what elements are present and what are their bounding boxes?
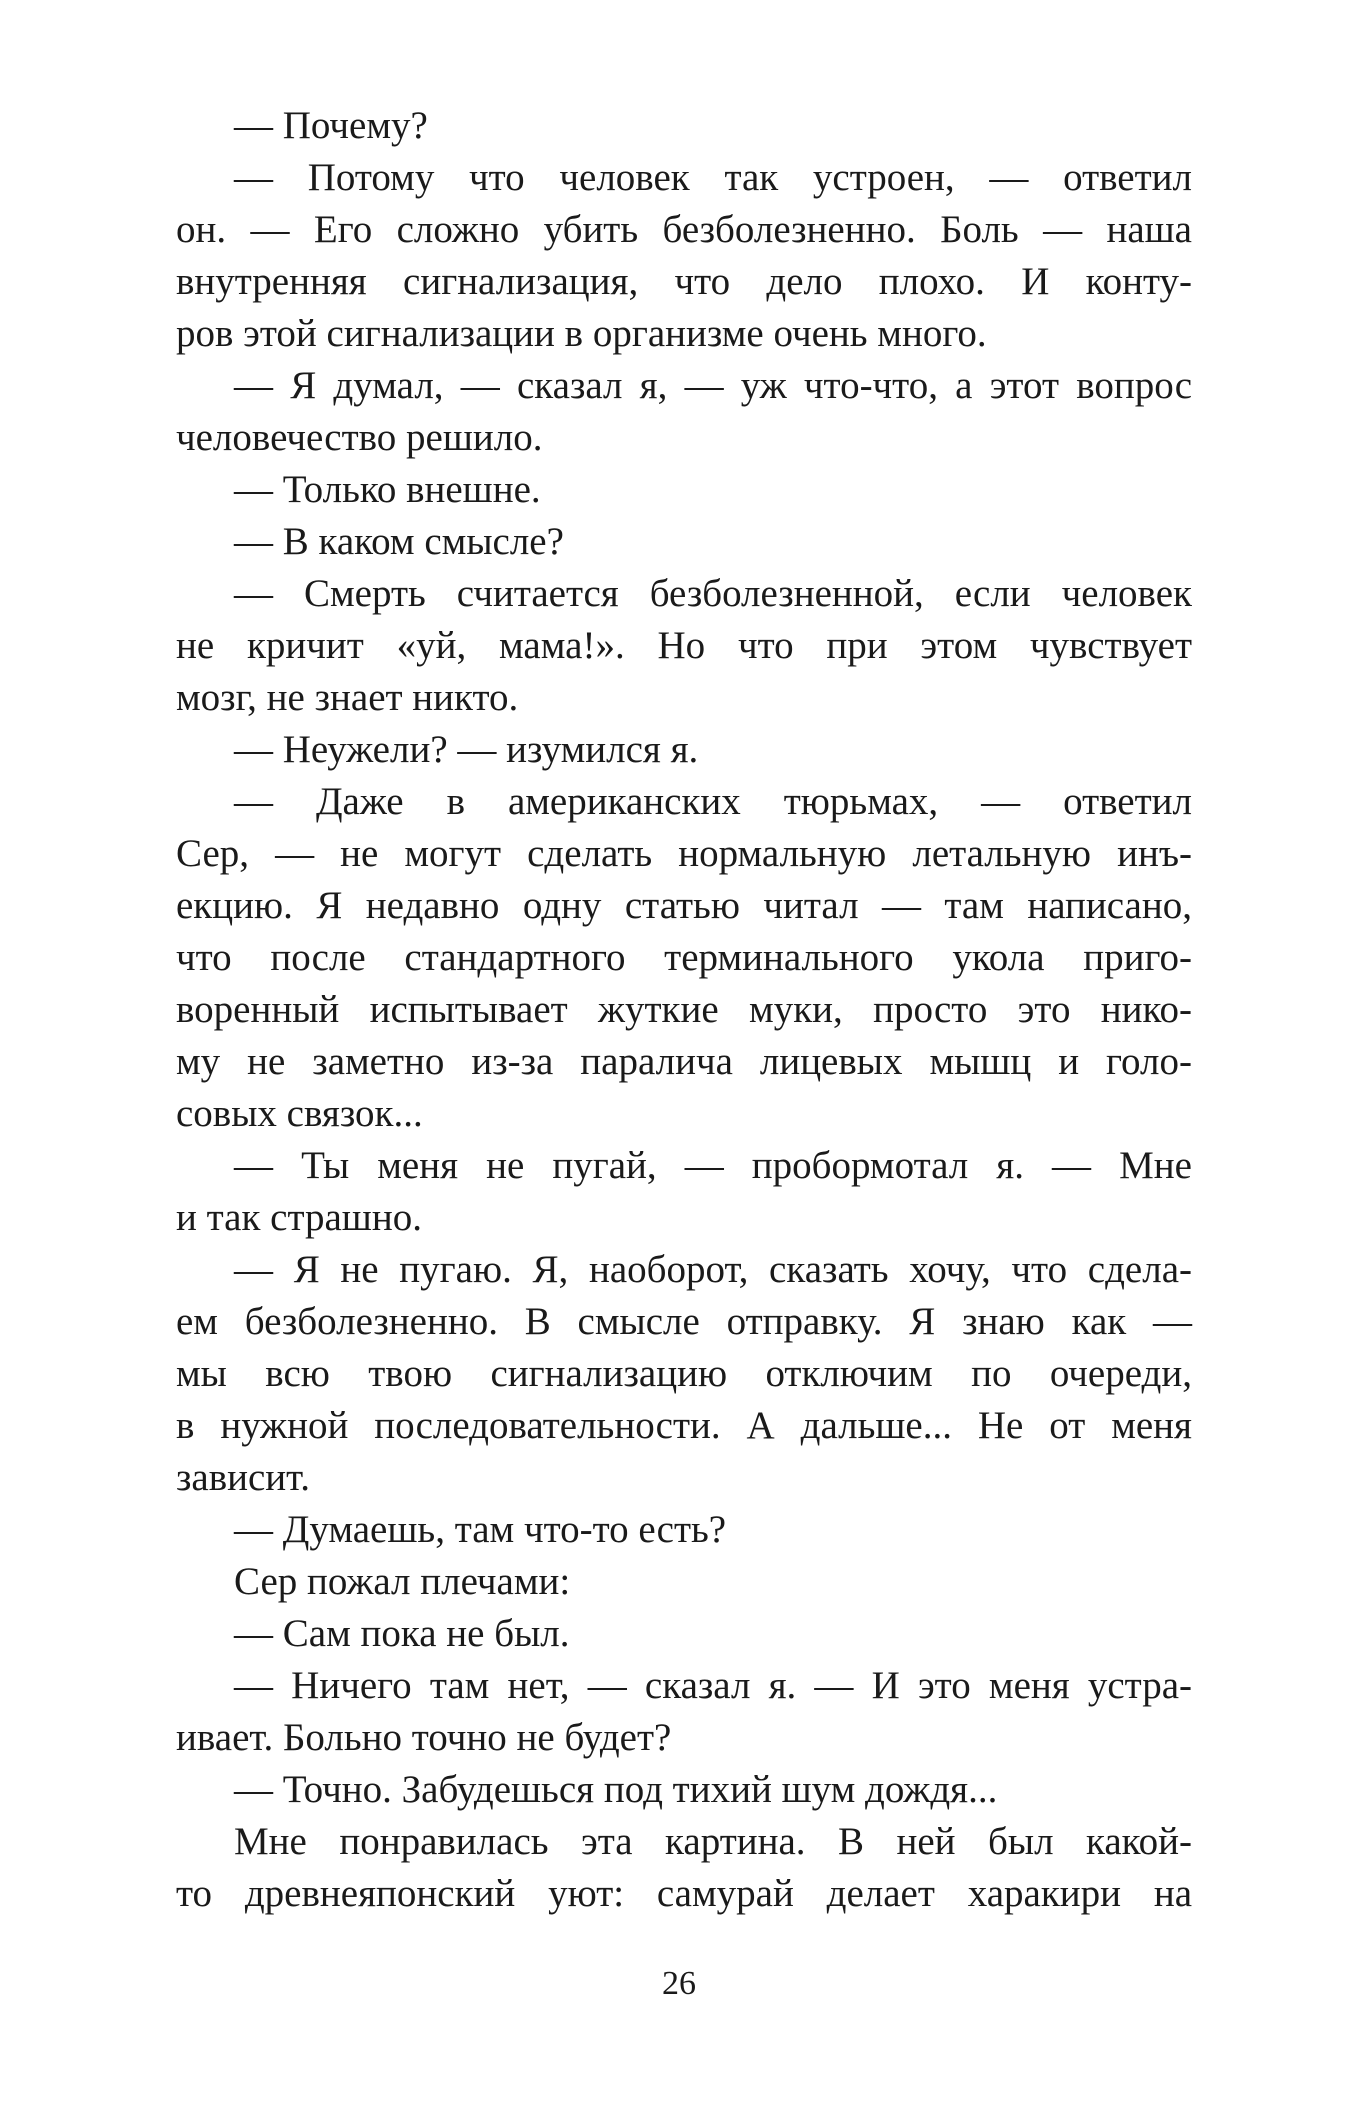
- page-number: 26: [662, 1965, 696, 2002]
- text-line: мозг, не знает никто.: [176, 676, 519, 719]
- text-line: ивает. Больно точно не будет?: [176, 1716, 672, 1759]
- text-line: — Смерть считается безболезненной, если человек: [234, 572, 1192, 615]
- text-line: — Я думал, — сказал я, — уж что-что, а этот вопрос: [234, 364, 1192, 407]
- text-line: — Потому что человек так устроен, — ответил: [234, 156, 1192, 199]
- text-line: екцию. Я недавно одну статью читал — там написано,: [176, 884, 1192, 927]
- text-line: — Почему?: [234, 104, 428, 147]
- text-line: — В каком смысле?: [234, 520, 564, 563]
- text-line: Сер пожал плечами:: [234, 1560, 571, 1603]
- text-line: — Ничего там нет, — сказал я. — И это меня устра-: [234, 1664, 1192, 1707]
- text-line: Мне понравилась эта картина. В ней был какой-: [234, 1820, 1192, 1863]
- text-line: — Неужели? — изумился я.: [234, 728, 699, 771]
- text-line: — Сам пока не был.: [234, 1612, 570, 1655]
- text-line: мы всю твою сигнализацию отключим по очереди,: [176, 1352, 1192, 1395]
- text-line: — Думаешь, там что-то есть?: [234, 1508, 727, 1551]
- page-body: [176, 100, 1192, 1920]
- text-line: совых связок...: [176, 1092, 423, 1135]
- text-line: Сер, — не могут сделать нормальную летальную инъ-: [176, 832, 1192, 875]
- text-line: в нужной последовательности. А дальше... Не от меня: [176, 1404, 1192, 1447]
- text-line: — Точно. Забудешься под тихий шум дождя...: [234, 1768, 998, 1811]
- text-line: — Только внешне.: [234, 468, 541, 511]
- text-line: ем безболезненно. В смысле отправку. Я знаю как —: [176, 1300, 1192, 1343]
- text-line: не кричит «уй, мама!». Но что при этом чувствует: [176, 624, 1192, 667]
- text-line: человечество решило.: [176, 416, 543, 459]
- text-line: зависит.: [176, 1456, 311, 1499]
- text-line: что после стандартного терминального укола приго-: [176, 936, 1192, 979]
- text-line: — Я не пугаю. Я, наоборот, сказать хочу, что сдела-: [234, 1248, 1192, 1291]
- text-line: внутренняя сигнализация, что дело плохо. И конту-: [176, 260, 1192, 303]
- text-line: — Ты меня не пугай, — пробормотал я. — Мне: [234, 1144, 1192, 1187]
- text-line: му не заметно из-за паралича лицевых мышц и голо-: [176, 1040, 1192, 1083]
- text-line: то древнеяпонский уют: самурай делает харакири на: [176, 1872, 1192, 1915]
- text-line: — Даже в американских тюрьмах, — ответил: [234, 780, 1192, 823]
- text-line: он. — Его сложно убить безболезненно. Боль — наша: [176, 208, 1192, 251]
- text-line: и так страшно.: [176, 1196, 422, 1239]
- text-line: воренный испытывает жуткие муки, просто это нико-: [176, 988, 1192, 1031]
- text-line: ров этой сигнализации в организме очень много.: [176, 312, 987, 355]
